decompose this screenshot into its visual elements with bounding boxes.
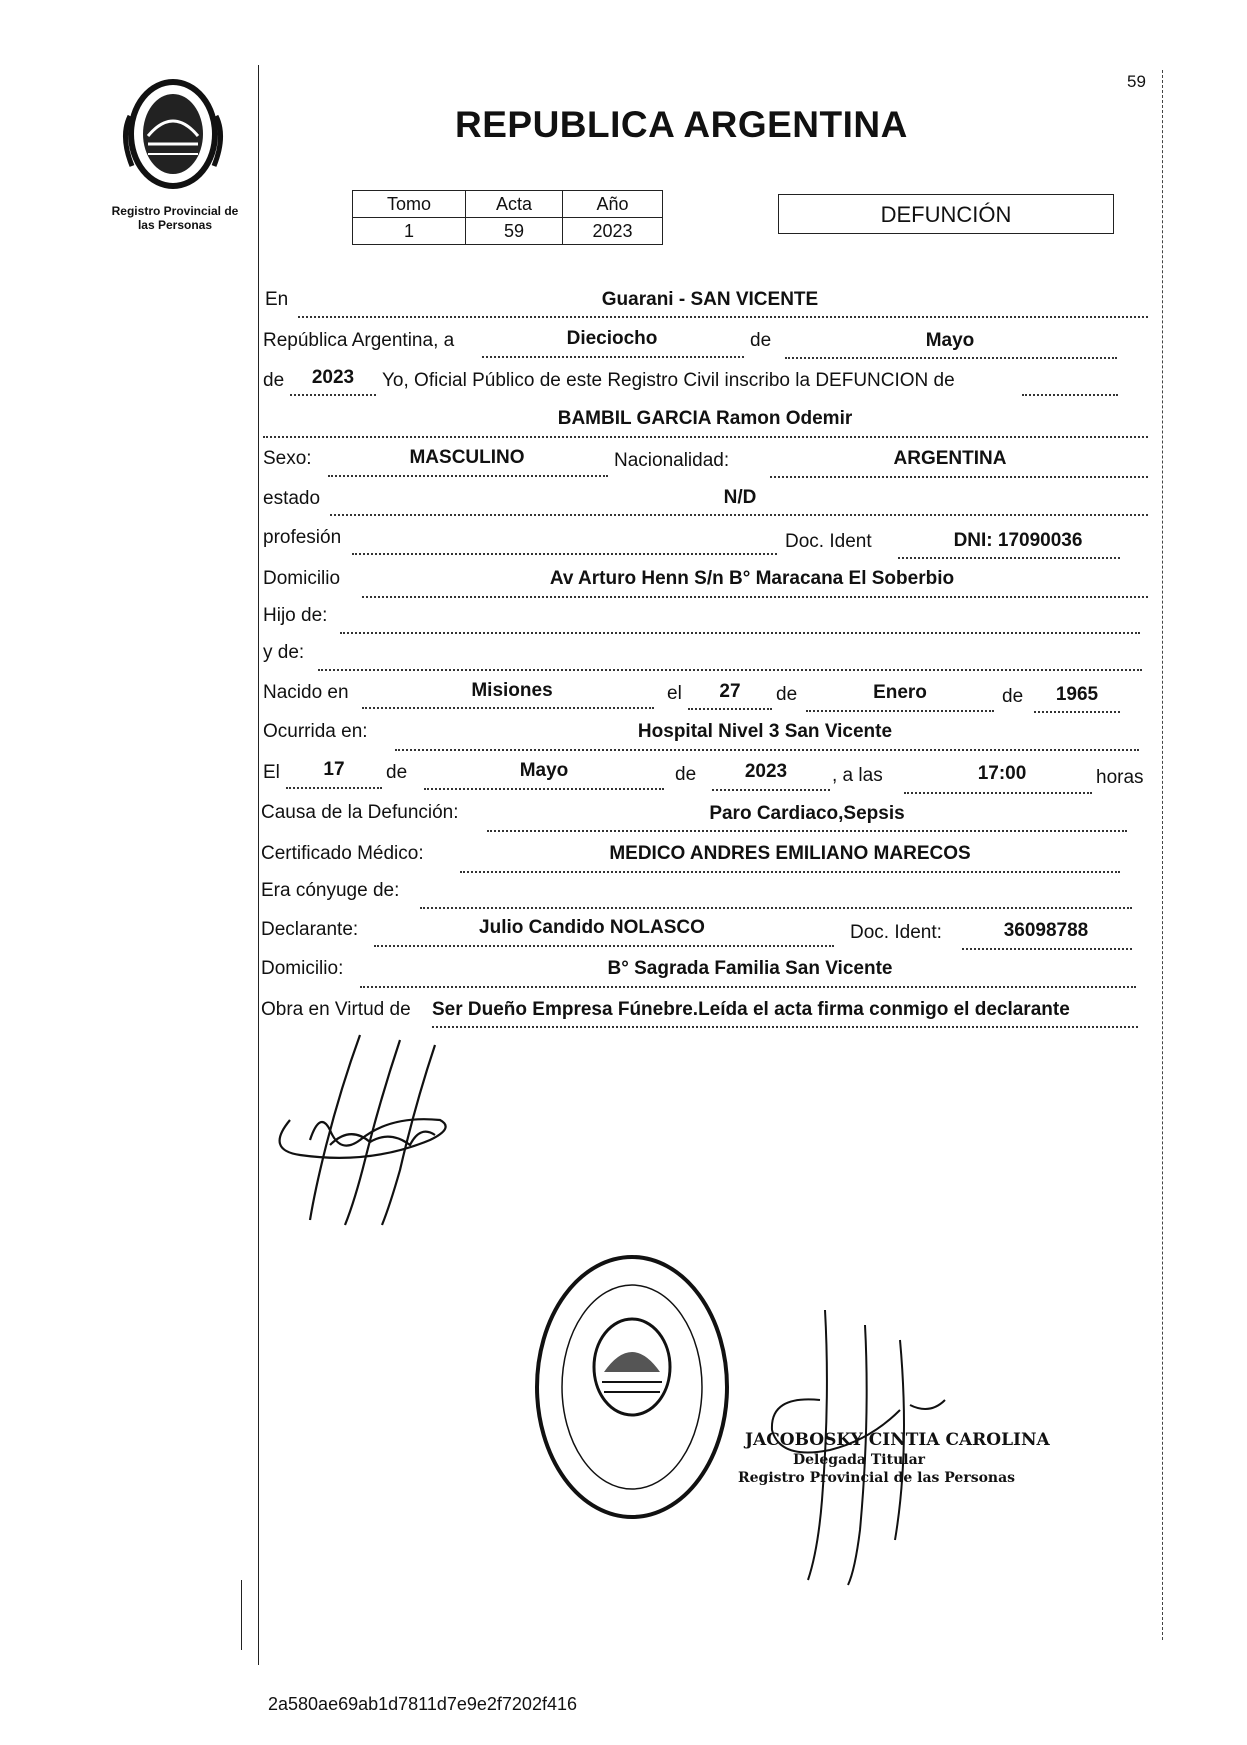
dotted-line [318,669,1142,671]
death-month-value: Mayo [519,760,569,781]
inscription-text: Yo, Oficial Público de este Registro Civil inscribo la DEFUNCION de [382,370,955,391]
nationality-label: Nacionalidad: [614,450,730,471]
dotted-line [340,632,1140,634]
sexo-label: Sexo: [263,448,312,469]
republica-label: República Argentina, a [263,330,455,351]
de-label: de [750,330,772,351]
obra-value: Ser Dueño Empresa Fúnebre.Leída el acta firma conmigo el declarante [432,999,1070,1020]
nacido-en-label: Nacido en [263,682,349,703]
dotted-line [460,871,1120,873]
page-number: 59 [1127,72,1146,91]
de-label: de [675,764,697,785]
declarant-address-value: B° Sagrada Familia San Vicente [607,958,893,979]
tomo-value: 1 [353,218,466,245]
de-label: de [1002,686,1024,707]
birth-year-value: 1965 [1055,684,1099,705]
dotted-line [330,514,1148,516]
registrar-role: Delegada Titular [793,1452,926,1468]
dotted-line [1034,711,1120,713]
dni-value: DNI: 17090036 [953,530,1083,551]
dotted-line [424,788,664,790]
anio-value: 2023 [563,218,663,245]
acta-value: 59 [466,218,563,245]
estado-label: estado [263,488,321,509]
dotted-line [352,553,777,555]
nationality-value: ARGENTINA [893,448,1007,469]
de-label: de [263,370,285,391]
dotted-line [785,357,1117,359]
conyuge-label: Era cónyuge de: [261,880,400,901]
province-seal-logo [118,76,228,194]
dotted-line [362,707,654,709]
a-las-label: , a las [832,765,883,786]
registry-caption: Registro Provincial de las Personas [111,204,239,232]
dotted-line [962,948,1132,950]
death-time-value: 17:00 [977,763,1027,784]
registrar-name: JACOBOSKY CINTIA CAROLINA [745,1430,1050,1450]
tomo-header: Tomo [353,191,466,218]
horas-label: horas [1096,767,1144,788]
day-value: Dieciocho [566,328,658,349]
domicilio-label: Domicilio [263,568,341,589]
dotted-line [898,557,1120,559]
official-stamp [532,1252,732,1522]
dotted-line [362,596,1148,598]
dotted-line [420,907,1132,909]
dotted-line [1022,394,1118,396]
acta-header: Acta [466,191,563,218]
address-value: Av Arturo Henn S/n B° Maracana El Soberbio [549,568,955,589]
cause-value: Paro Cardiaco,Sepsis [709,803,905,824]
dotted-line [286,787,382,789]
hijo-de-label: Hijo de: [263,605,328,626]
left-margin-line [258,65,259,1665]
dotted-line [290,394,376,396]
declarante-label: Declarante: [261,919,359,940]
certificate-value: MEDICO ANDRES EMILIANO MARECOS [609,843,971,864]
profesion-label: profesión [263,527,342,548]
de-label: de [386,762,408,783]
en-label: En [265,289,289,310]
document-hash: 2a580ae69ab1d7811d7e9e2f7202f416 [268,1694,577,1714]
page-title: REPUBLICA ARGENTINA [455,104,908,145]
declarant-dni-value: 36098788 [1003,920,1089,941]
dotted-line [806,710,994,712]
anio-header: Año [563,191,663,218]
year-value: 2023 [311,367,355,388]
domicilio-label: Domicilio: [261,958,344,979]
dotted-line [482,356,744,358]
el-label: el [667,683,682,704]
record-table [352,190,663,245]
dotted-line [432,1026,1138,1028]
dotted-line [263,436,1148,438]
dotted-line [395,749,1139,751]
obra-label: Obra en Virtud de [261,999,411,1020]
place-value: Guarani - SAN VICENTE [601,289,819,310]
death-year-value: 2023 [744,761,788,782]
doc-ident-label: Doc. Ident: [850,922,942,943]
birthplace-value: Misiones [471,680,553,701]
marital-status-value: N/D [723,487,757,508]
deceased-name: BAMBIL GARCIA Ramon Odemir [557,408,853,429]
dotted-line [487,830,1127,832]
death-day-value: 17 [323,759,345,780]
dotted-line [904,792,1092,794]
dotted-line [298,316,1148,318]
de-label: de [776,684,798,705]
causa-label: Causa de la Defunción: [261,802,459,823]
dotted-line [770,476,1148,478]
ocurrida-label: Ocurrida en: [263,721,368,742]
dotted-line [688,708,772,710]
el-label: El [263,762,280,783]
sex-value: MASCULINO [409,447,525,468]
registrar-office: Registro Provincial de las Personas [738,1470,1016,1486]
dotted-line [360,986,1136,988]
left-margin-line-2 [241,1580,242,1650]
declarant-signature [270,1030,490,1230]
y-de-label: y de: [263,642,305,663]
month-value: Mayo [925,330,975,351]
declarant-value: Julio Candido NOLASCO [479,917,705,938]
birth-day-value: 27 [719,681,741,702]
dotted-line [374,945,834,947]
death-place-value: Hospital Nivel 3 San Vicente [637,721,893,742]
doc-ident-label: Doc. Ident [785,531,872,552]
dotted-line [328,475,608,477]
dotted-line [712,789,830,791]
document-type-box: DEFUNCIÓN [778,194,1114,234]
birth-month-value: Enero [873,682,927,703]
right-margin-line [1162,70,1163,1640]
certificado-label: Certificado Médico: [261,843,424,864]
